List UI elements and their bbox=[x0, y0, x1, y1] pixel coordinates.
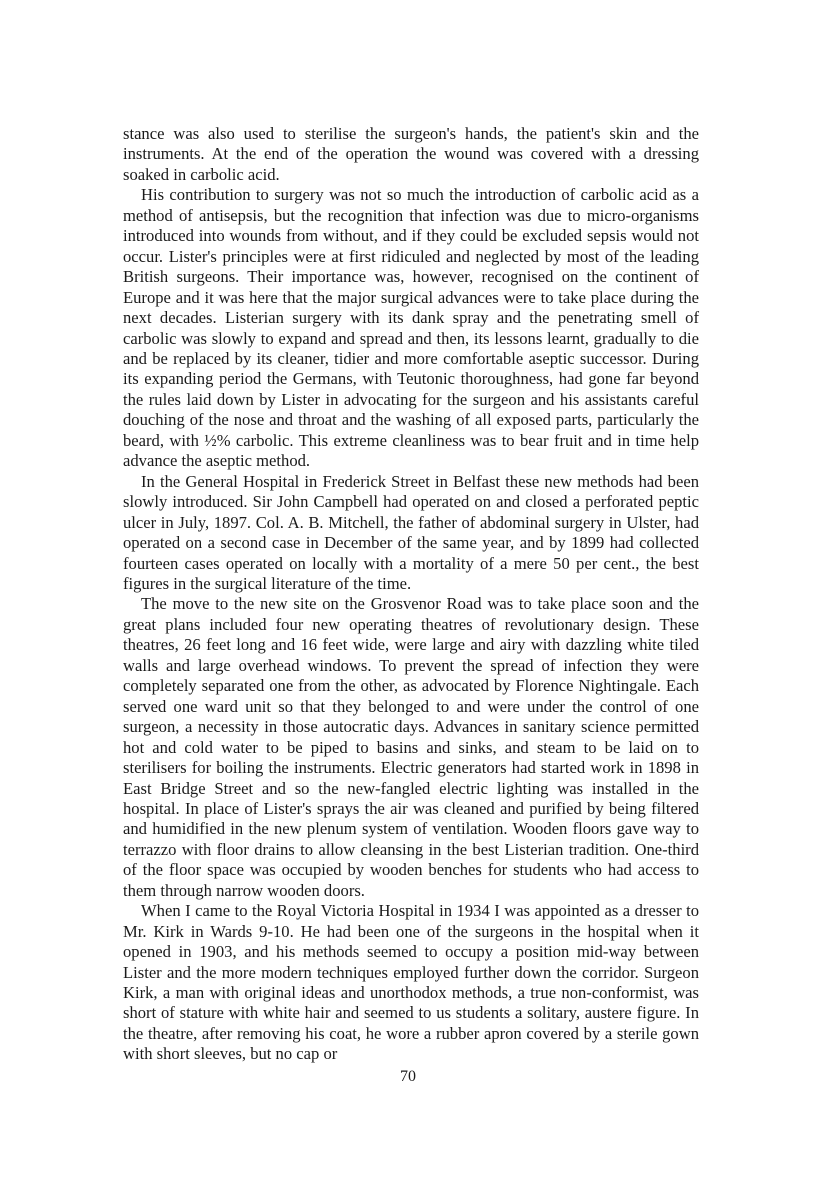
paragraph-general-hospital: In the General Hospital in Frederick Street in Belfast these new methods had been slowly introduced. Sir John Campbell had operated on and closed a perforated peptic ulcer in July, 1897. Col. A. B. Mitchell, the father of abdominal surgery in Ulster, had operated on a second case in December of the same year, and by 1899 had collected fourteen cases operated on locally with a mortality of a mere 50 per cent., the best figures in the surgical literature of the time. bbox=[123, 471, 699, 593]
paragraph-royal-victoria: When I came to the Royal Victoria Hospital in 1934 I was appointed as a dresser to Mr. Kirk in Wards 9-10. He had been one of the surgeons in the hospital when it opened in 1903, and his methods seemed to occupy a position mid-way between Lister and the more modern techniques employed further down the corridor. Surgeon Kirk, a man with original ideas and unorthodox methods, a true non-conformist, was short of stature with white hair and seemed to us students a solitary, austere figure. In the theatre, after removing his coat, he wore a rubber apron covered by a sterile gown with short sleeves, but no cap or bbox=[123, 901, 699, 1064]
page-number: 70 bbox=[400, 1068, 416, 1085]
body-text bbox=[123, 124, 699, 1065]
paragraph-grosvenor-road: The move to the new site on the Grosvenor Road was to take place soon and the great plans included four new operating theatres of revolutionary design. These theatres, 26 feet long and 16 feet wide, were large and airy with dazzling white tiled walls and large overhead windows. To prevent the spread of infection they were completely separated one from the other, as advocated by Florence Nightingale. Each served one ward unit so that they belonged to and were under the control of one surgeon, a necessity in those autocratic days. Advances in sanitary science permitted hot and cold water to be piped to basins and sinks, and steam to be laid on to sterilisers for boiling the instruments. Electric generators had started work in 1898 in East Bridge Street and so the new-fangled electric lighting was installed in the hospital. In place of Lister's sprays the air was cleaned and purified by being filtered and humidified in the new plenum system of ventilation. Wooden floors gave way to terrazzo with floor drains to allow cleansing in the best Listerian tradition. One-third of the floor space was occupied by wooden benches for students who had access to them through narrow wooden doors. bbox=[123, 594, 699, 900]
paragraph-continuation: stance was also used to sterilise the surgeon's hands, the patient's skin and the instruments. At the end of the operation the wound was covered with a dressing soaked in carbolic acid. bbox=[123, 124, 699, 184]
paragraph-lister-contribution: His contribution to surgery was not so much the introduction of carbolic acid as a method of antisepsis, but the recognition that infection was due to micro-organisms introduced into wounds from without, and if they could be excluded sepsis would not occur. Lister's principles were at first ridiculed and neglected by most of the leading British surgeons. Their importance was, however, recognised on the continent of Europe and it was here that the major surgical advances were to take place during the next decades. Listerian surgery with its dank spray and the penetrating smell of carbolic was slowly to expand and spread and then, its lessons learnt, gradually to die and be replaced by its cleaner, tidier and more comfortable aseptic successor. During its expanding period the Germans, with Teutonic thoroughness, had gone far beyond the rules laid down by Lister in advocating for the surgeon and his assistants careful douching of the nose and throat and the washing of all exposed parts, particularly the beard, with ½% carbolic. This extreme cleanliness was to bear fruit and in time help advance the aseptic method. bbox=[123, 185, 699, 471]
